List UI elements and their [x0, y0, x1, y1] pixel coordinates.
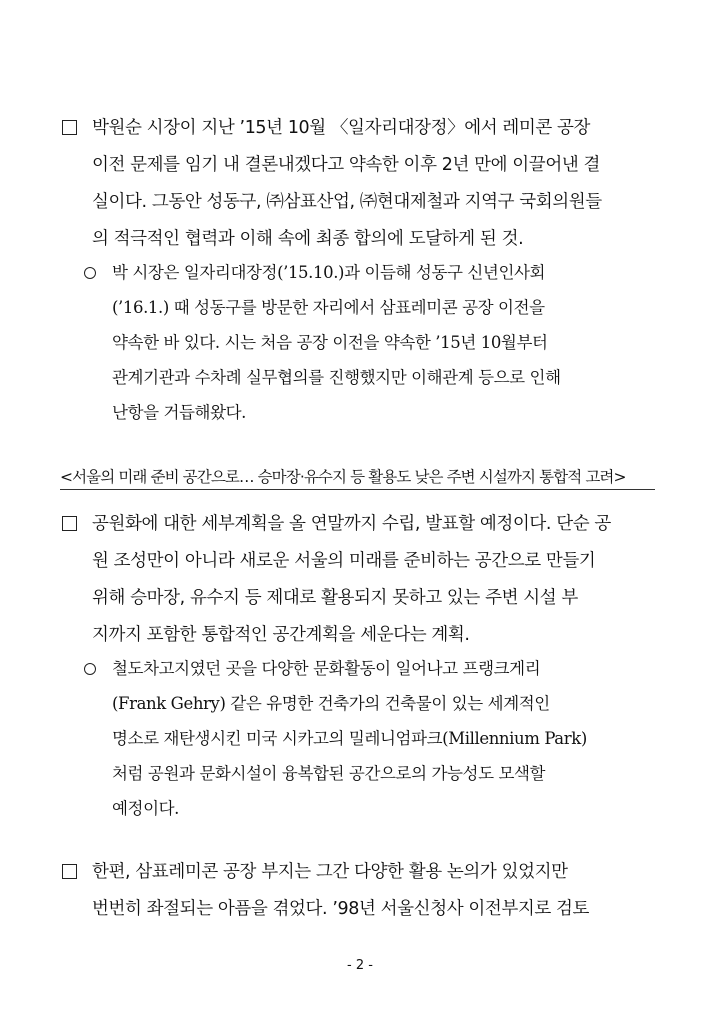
page-number: - 2 -	[347, 958, 373, 973]
paragraph-line: 공원화에 대한 세부계획을 올 연말까지 수립, 발표할 예정이다. 단순 공	[92, 514, 611, 534]
paragraph-line: (’16.1.) 때 성동구를 방문한 자리에서 삼표레미콘 공장 이전을	[112, 298, 545, 317]
paragraph-line: 원 조성만이 아니라 새로운 서울의 미래를 준비하는 공간으로 만들기	[92, 551, 596, 571]
paragraph-line: 위해 승마장, 유수지 등 제대로 활용되지 못하고 있는 주변 시설 부	[92, 588, 578, 608]
paragraph-line: 처럼 공원과 문화시설이 융복합된 공간으로의 가능성도 모색할	[112, 764, 546, 783]
paragraph-line: 관계기관과 수차례 실무협의를 진행했지만 이해관계 등으로 인해	[112, 368, 561, 387]
square-bullet-icon	[62, 120, 77, 135]
paragraph-line: 예정이다.	[112, 799, 180, 818]
heading-underline	[60, 489, 655, 490]
paragraph-line: 약속한 바 있다. 시는 처음 공장 이전을 약속한 ’15년 10월부터	[112, 333, 548, 352]
paragraph-line: 지까지 포함한 통합적인 공간계획을 세운다는 계획.	[92, 625, 470, 645]
paragraph-line: 한편, 삼표레미콘 공장 부지는 그간 다양한 활용 논의가 있었지만	[92, 862, 568, 882]
paragraph-line: 이전 문제를 임기 내 결론내겠다고 약속한 이후 2년 만에 이끌어낸 결	[92, 155, 600, 175]
paragraph-line: 명소로 재탄생시킨 미국 시카고의 밀레니엄파크(Millennium Park)	[112, 729, 587, 748]
square-bullet-icon	[62, 516, 77, 531]
paragraph-line: 철도차고지였던 곳을 다양한 문화활동이 일어나고 프랭크게리	[112, 659, 541, 678]
paragraph-line: 실이다. 그동안 성동구, ㈜삼표산업, ㈜현대제철과 지역구 국회의원들	[92, 192, 602, 212]
paragraph-line: 의 적극적인 협력과 이해 속에 최종 합의에 도달하게 된 것.	[92, 229, 524, 249]
section-heading: <서울의 미래 준비 공간으로… 승마장·유수지 등 활용도 낮은 주변 시설까지 통합적 고려>	[60, 468, 626, 486]
square-bullet-icon	[62, 864, 77, 879]
paragraph-line: (Frank Gehry) 같은 유명한 건축가의 건축물이 있는 세계적인	[112, 694, 550, 713]
paragraph-line: 난항을 거듭해왔다.	[112, 403, 247, 422]
circle-bullet-icon	[84, 267, 96, 279]
circle-bullet-icon	[84, 663, 96, 675]
paragraph-line: 박 시장은 일자리대장정(’15.10.)과 이듬해 성동구 신년인사회	[112, 263, 546, 282]
paragraph-line: 번번히 좌절되는 아픔을 겪었다. ’98년 서울신청사 이전부지로 검토	[92, 899, 590, 919]
paragraph-line: 박원순 시장이 지난 ’15년 10월 〈일자리대장정〉에서 레미콘 공장	[92, 118, 591, 138]
